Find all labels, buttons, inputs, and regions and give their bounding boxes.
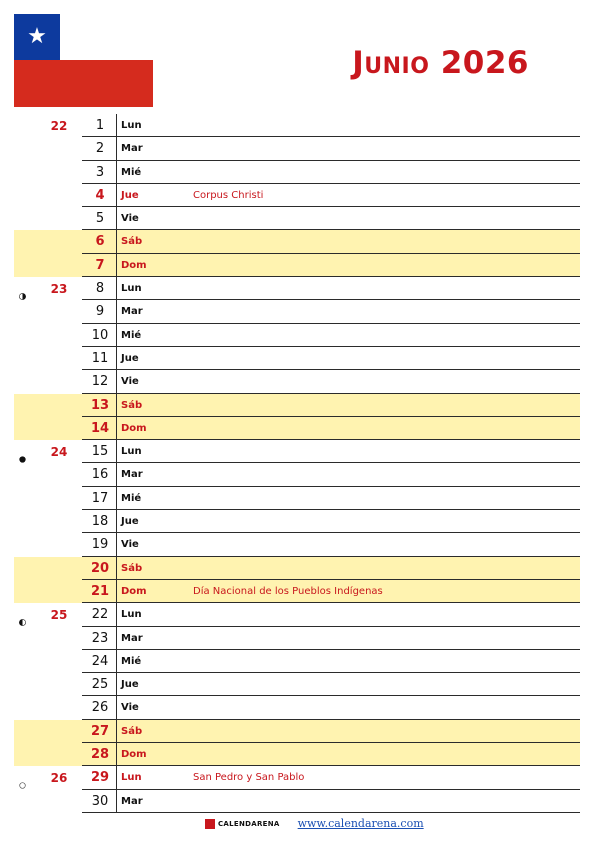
column-divider	[116, 603, 117, 626]
column-divider	[116, 743, 117, 766]
day-number: 21	[90, 583, 110, 599]
day-row	[14, 650, 580, 673]
day-number: 2	[95, 141, 105, 157]
day-row	[14, 161, 580, 184]
column-divider	[116, 557, 117, 580]
calendar-list	[14, 114, 580, 813]
day-name: Mar	[121, 306, 143, 318]
day-number: 4	[95, 187, 105, 203]
day-name: Jue	[121, 189, 139, 201]
day-name: Jue	[121, 352, 139, 364]
day-row	[14, 487, 580, 510]
day-number: 27	[90, 723, 110, 739]
day-name: Lun	[121, 120, 142, 131]
column-divider	[116, 161, 117, 184]
day-row	[14, 766, 580, 789]
day-name: Dom	[121, 422, 147, 434]
column-divider	[116, 417, 117, 440]
holiday-label: San Pedro y San Pablo	[193, 772, 305, 784]
day-name: Sáb	[121, 399, 143, 411]
day-row	[14, 673, 580, 696]
chile-flag	[14, 14, 153, 107]
column-divider	[116, 394, 117, 417]
day-name: Mar	[121, 469, 143, 481]
day-row	[14, 324, 580, 347]
footer-brand	[205, 819, 280, 829]
day-name: Mar	[121, 795, 143, 807]
column-divider	[116, 184, 117, 207]
day-row	[14, 463, 580, 486]
day-row	[14, 533, 580, 556]
day-number: 18	[91, 514, 109, 530]
day-number: 9	[95, 304, 105, 320]
column-divider	[116, 347, 117, 370]
day-row	[14, 557, 580, 580]
page-title	[352, 45, 529, 81]
day-name: Vie	[121, 702, 139, 714]
day-number: 11	[91, 350, 109, 366]
day-name: Jue	[121, 516, 139, 528]
star-icon: ★	[27, 24, 47, 49]
day-row	[14, 743, 580, 766]
day-row	[14, 417, 580, 440]
column-divider	[116, 487, 117, 510]
day-row	[14, 720, 580, 743]
column-divider	[116, 766, 117, 789]
column-divider	[116, 230, 117, 253]
day-row	[14, 370, 580, 393]
day-row	[14, 254, 580, 277]
week-number: 24	[50, 445, 68, 460]
footer-url-link[interactable]: www.calendarena.com	[297, 817, 424, 830]
flag-white-band	[60, 14, 153, 60]
day-number: 26	[91, 700, 109, 716]
column-divider	[116, 696, 117, 719]
moon-new-icon	[19, 448, 26, 455]
flag-red-band	[14, 60, 153, 107]
column-divider	[116, 627, 117, 650]
column-divider	[116, 720, 117, 743]
day-number: 13	[90, 397, 110, 413]
day-row	[14, 114, 580, 137]
day-number: 30	[91, 793, 109, 809]
column-divider	[116, 673, 117, 696]
column-divider	[116, 277, 117, 300]
moon-first-quarter-icon	[19, 611, 26, 618]
day-name: Dom	[121, 259, 147, 271]
footer	[205, 817, 424, 830]
column-divider	[116, 137, 117, 160]
day-number: 29	[90, 770, 110, 786]
day-number: 17	[91, 490, 109, 506]
column-divider	[116, 324, 117, 347]
day-name: Lun	[121, 772, 142, 784]
day-number: 10	[91, 327, 109, 343]
column-divider	[116, 300, 117, 323]
day-number: 16	[91, 467, 109, 483]
column-divider	[116, 370, 117, 393]
day-number: 23	[91, 630, 109, 646]
day-name: Vie	[121, 213, 139, 225]
week-number: 23	[50, 282, 68, 297]
day-row	[14, 300, 580, 323]
day-name: Vie	[121, 539, 139, 551]
row-rule	[82, 812, 580, 813]
day-row	[14, 627, 580, 650]
column-divider	[116, 254, 117, 277]
day-row	[14, 603, 580, 626]
brand-name: CALENDARENA	[218, 819, 280, 828]
day-name: Dom	[121, 749, 147, 761]
day-row	[14, 394, 580, 417]
day-number: 3	[95, 164, 105, 180]
day-number: 24	[91, 653, 109, 669]
day-row	[14, 510, 580, 533]
day-name: Jue	[121, 679, 139, 691]
column-divider	[116, 790, 117, 813]
day-number: 28	[90, 747, 110, 763]
day-name: Lun	[121, 283, 142, 295]
week-number: 25	[50, 608, 68, 623]
column-divider	[116, 510, 117, 533]
column-divider	[116, 650, 117, 673]
column-divider	[116, 114, 117, 137]
column-divider	[116, 580, 117, 603]
column-divider	[116, 533, 117, 556]
day-number: 14	[90, 420, 110, 436]
day-row	[14, 790, 580, 813]
holiday-label: Corpus Christi	[193, 189, 264, 201]
day-name: Mar	[121, 632, 143, 644]
column-divider	[116, 463, 117, 486]
flag-canton	[14, 14, 60, 60]
day-row	[14, 580, 580, 603]
day-number: 15	[91, 444, 109, 460]
day-name: Mié	[121, 166, 142, 178]
day-row	[14, 440, 580, 463]
day-name: Mié	[121, 655, 142, 667]
day-name: Sáb	[121, 725, 143, 737]
day-number: 7	[95, 257, 105, 273]
day-name: Sáb	[121, 236, 143, 248]
day-name: Dom	[121, 585, 147, 597]
day-row	[14, 230, 580, 253]
day-name: Mié	[121, 329, 142, 341]
day-number: 22	[91, 607, 109, 623]
day-row	[14, 277, 580, 300]
day-number: 1	[95, 118, 105, 133]
day-row	[14, 207, 580, 230]
column-divider	[116, 440, 117, 463]
day-row	[14, 184, 580, 207]
day-name: Mar	[121, 143, 143, 155]
day-number: 20	[90, 560, 110, 576]
title-month: Junio	[352, 45, 430, 81]
day-number: 19	[91, 537, 109, 553]
day-row	[14, 137, 580, 160]
day-number: 12	[91, 374, 109, 390]
week-number: 26	[50, 771, 68, 786]
day-name: Lun	[121, 609, 142, 621]
column-divider	[116, 207, 117, 230]
title-year: 2026	[440, 45, 529, 81]
day-number: 5	[95, 211, 105, 227]
holiday-label: Día Nacional de los Pueblos Indígenas	[193, 585, 383, 597]
day-name: Mié	[121, 492, 142, 504]
day-number: 6	[95, 234, 105, 250]
day-row	[14, 696, 580, 719]
day-name: Lun	[121, 446, 142, 458]
day-row	[14, 347, 580, 370]
moon-last-quarter-icon	[19, 285, 26, 292]
day-name: Sáb	[121, 562, 143, 574]
week-number: 22	[50, 119, 68, 133]
moon-full-icon	[19, 774, 26, 781]
calendar-icon	[205, 819, 215, 829]
day-number: 8	[95, 281, 105, 297]
day-number: 25	[91, 677, 109, 693]
day-name: Vie	[121, 376, 139, 388]
